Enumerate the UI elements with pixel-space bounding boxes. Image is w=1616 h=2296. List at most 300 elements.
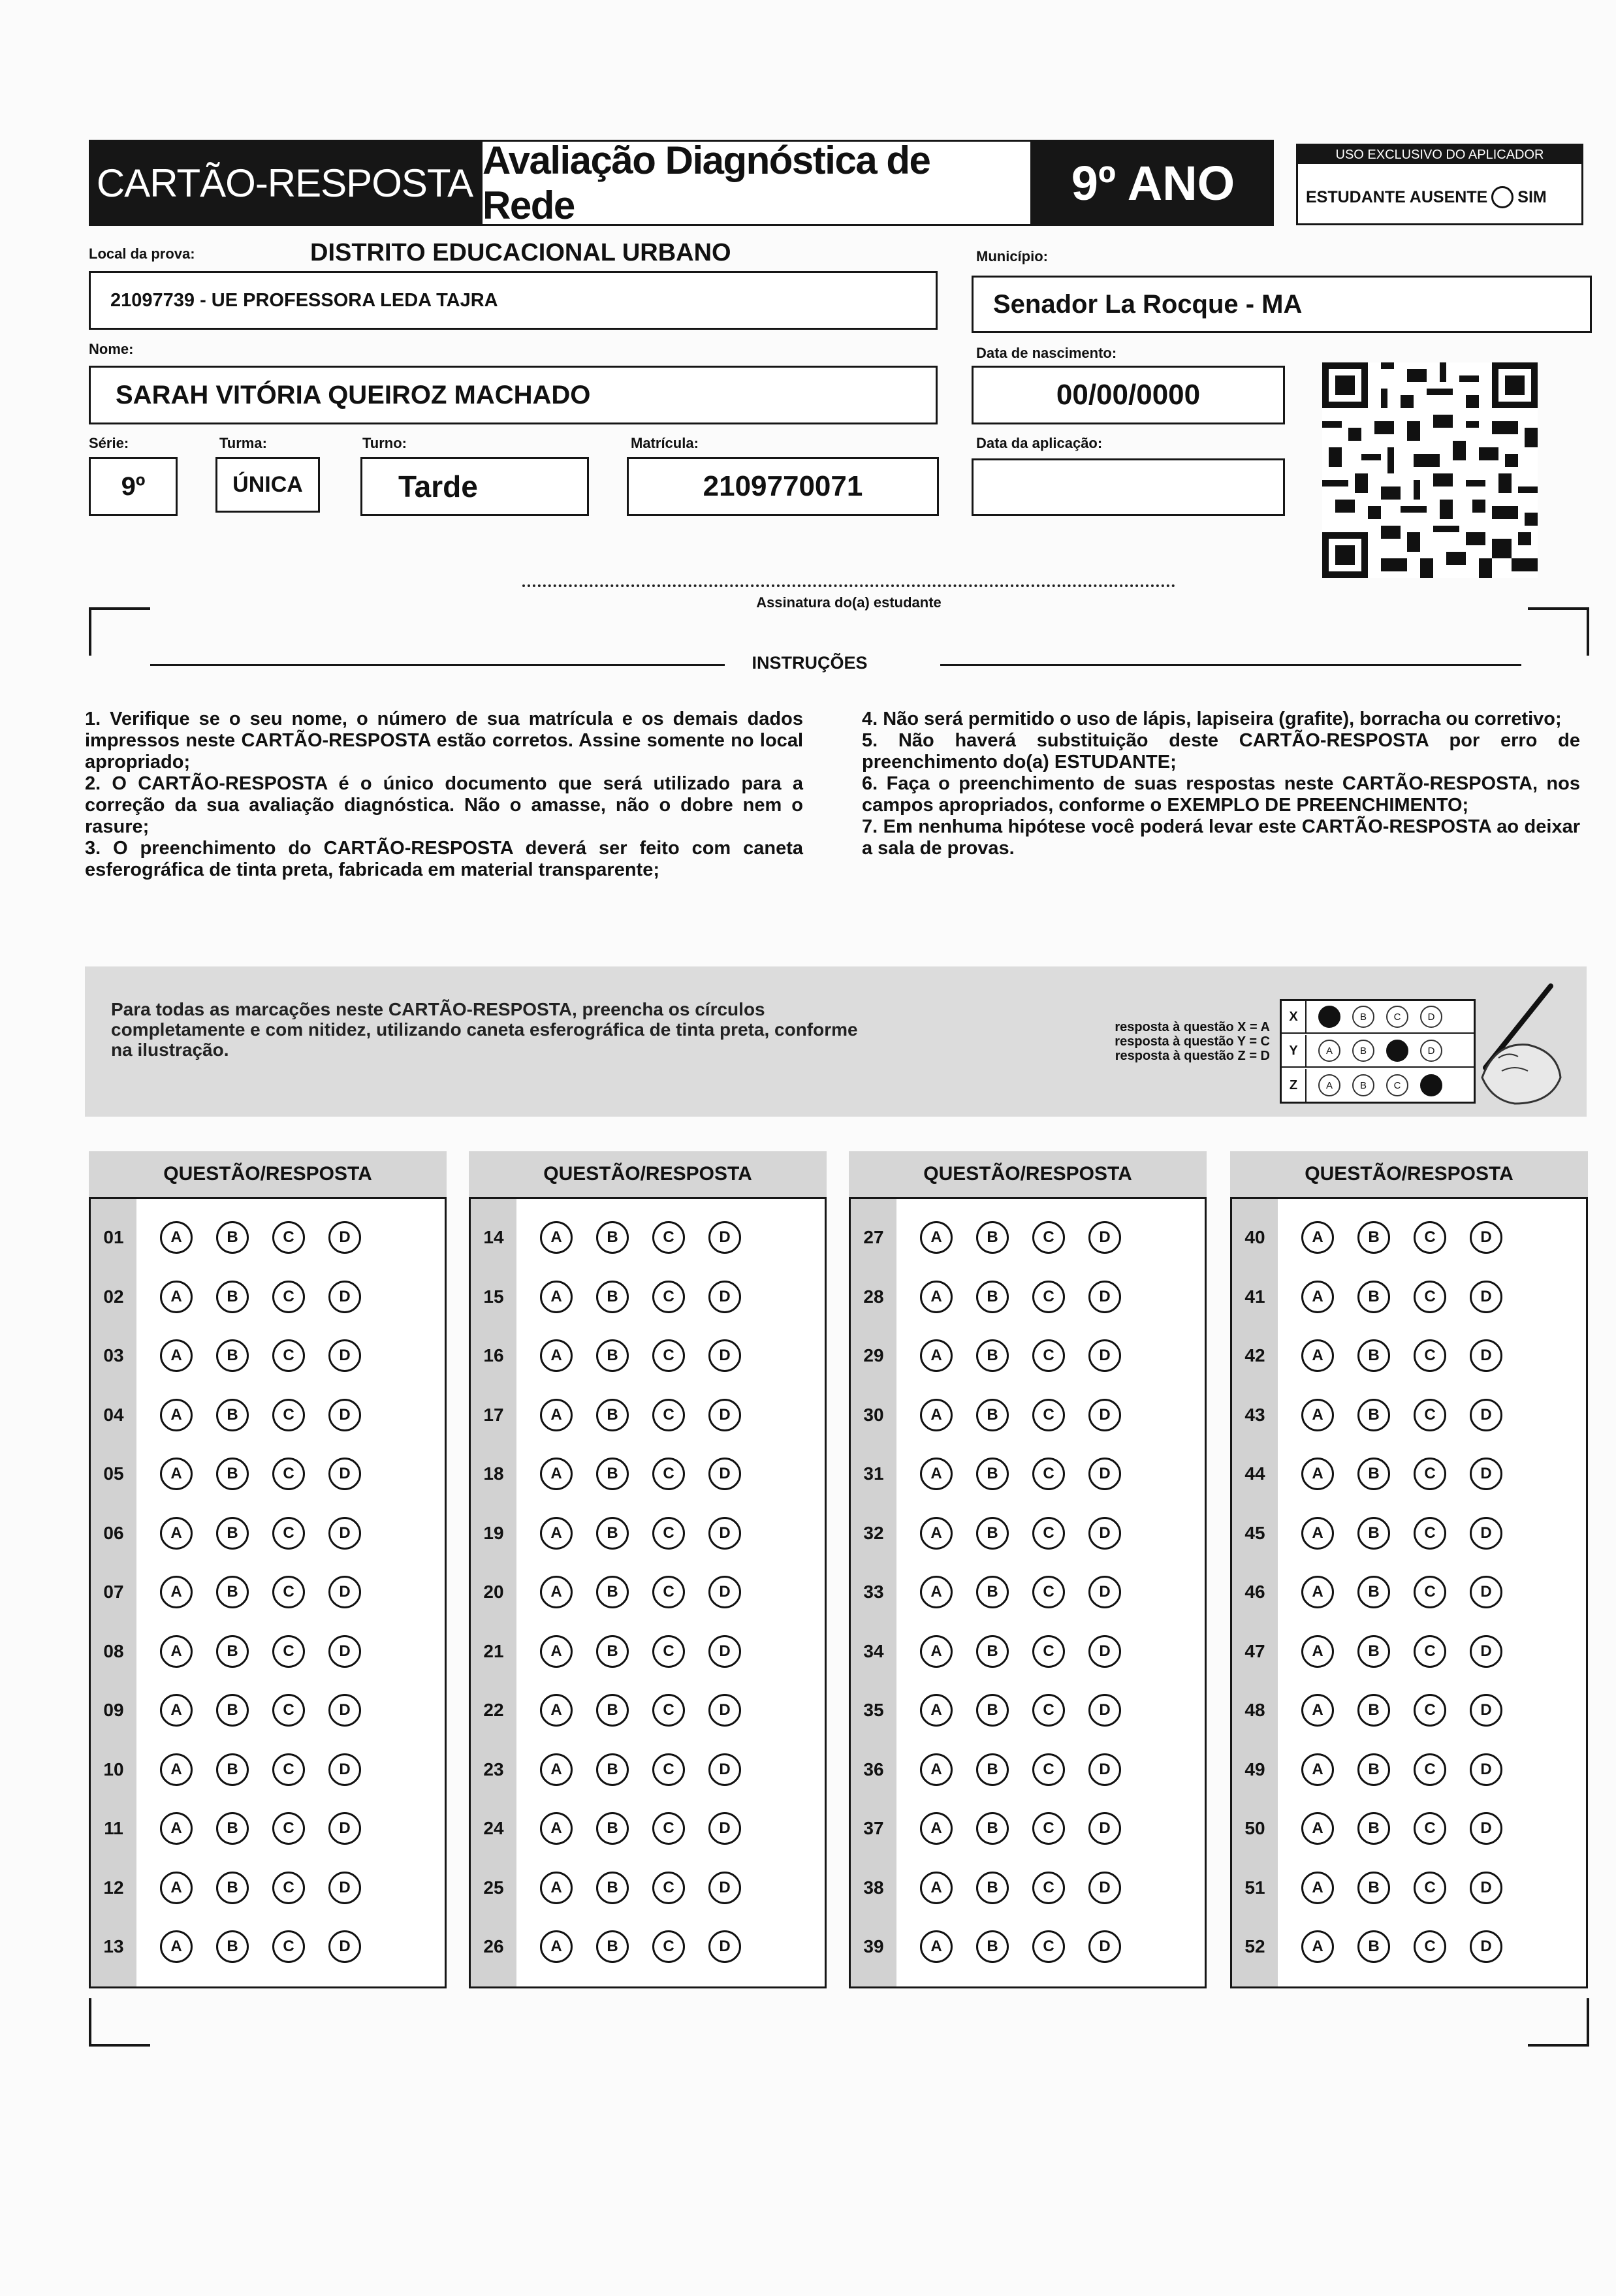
answer-bubble-d[interactable]: D [708, 1753, 741, 1786]
question-row [851, 1799, 1205, 1858]
answer-bubble-a[interactable]: A [540, 1753, 573, 1786]
answer-bubble-b[interactable]: B [596, 1930, 629, 1963]
answer-bubble-c[interactable]: C [652, 1812, 685, 1845]
example-bubble-d: D [1420, 1040, 1442, 1062]
corner-mark-bottom-right [1528, 1998, 1589, 2047]
answer-bubble-a[interactable]: A [920, 1694, 953, 1727]
answer-bubble-b[interactable]: B [596, 1517, 629, 1550]
nome-value: SARAH VITÓRIA QUEIROZ MACHADO [116, 380, 591, 409]
answer-bubble-d[interactable]: D [328, 1812, 361, 1845]
answer-bubble-b[interactable]: B [216, 1635, 249, 1668]
answer-bubble-c[interactable]: C [272, 1458, 305, 1490]
answer-bubble-a[interactable]: A [1301, 1812, 1334, 1845]
answer-bubble-c[interactable]: C [1032, 1753, 1065, 1786]
question-row [471, 1681, 825, 1740]
question-number: 05 [103, 1463, 124, 1484]
question-number: 03 [103, 1345, 124, 1365]
question-number: 18 [483, 1463, 504, 1484]
answer-bubble-b[interactable]: B [976, 1635, 1009, 1668]
instructions-rule-left [150, 664, 725, 666]
answer-bubble-a[interactable]: A [1301, 1517, 1334, 1550]
answer-bubble-a[interactable]: A [1301, 1576, 1334, 1608]
answer-bubble-b[interactable]: B [216, 1339, 249, 1372]
answer-bubble-c[interactable]: C [272, 1576, 305, 1608]
answer-bubble-a[interactable]: A [920, 1812, 953, 1845]
question-number: 25 [483, 1877, 504, 1898]
answer-bubble-b[interactable]: B [596, 1753, 629, 1786]
answer-bubble-a[interactable]: A [920, 1281, 953, 1313]
answer-bubble-c[interactable]: C [1032, 1694, 1065, 1727]
answer-bubble-b[interactable]: B [1357, 1221, 1390, 1254]
answer-bubble-c[interactable]: C [272, 1281, 305, 1313]
answer-bubble-d[interactable]: D [1470, 1281, 1502, 1313]
applicator-title: USO EXCLUSIVO DO APLICADOR [1298, 146, 1581, 164]
answer-bubble-c[interactable]: C [1414, 1339, 1446, 1372]
example-bubble-c [1386, 1040, 1408, 1062]
answer-bubble-b[interactable]: B [976, 1399, 1009, 1431]
turma-field [215, 457, 320, 513]
answer-bubble-c[interactable]: C [1414, 1635, 1446, 1668]
answer-bubble-a[interactable]: A [160, 1281, 193, 1313]
legend-item: resposta à questão Y = C [1115, 1034, 1270, 1049]
question-number: 21 [483, 1640, 504, 1661]
answer-bubble-a[interactable]: A [540, 1339, 573, 1372]
answer-bubble-a[interactable]: A [920, 1635, 953, 1668]
evaluation-title: Avaliação Diagnóstica de Rede [481, 140, 1032, 226]
question-row [471, 1799, 825, 1858]
answer-bubble-d[interactable]: D [1470, 1930, 1502, 1963]
answer-bubble-a[interactable]: A [160, 1694, 193, 1727]
question-row [91, 1208, 445, 1267]
answer-bubble-c[interactable]: C [652, 1694, 685, 1727]
answer-bubble-b[interactable]: B [1357, 1458, 1390, 1490]
answer-bubble-d[interactable]: D [328, 1458, 361, 1490]
answer-bubble-d[interactable]: D [1088, 1221, 1121, 1254]
question-number: 33 [863, 1582, 884, 1602]
answer-bubble-d[interactable]: D [708, 1458, 741, 1490]
answer-bubble-a[interactable]: A [1301, 1930, 1334, 1963]
answer-bubble-c[interactable]: C [272, 1399, 305, 1431]
answer-bubble-a[interactable]: A [920, 1221, 953, 1254]
answer-bubble-a[interactable]: A [1301, 1635, 1334, 1668]
question-row [471, 1326, 825, 1385]
answer-bubble-b[interactable]: B [596, 1872, 629, 1904]
answer-bubble-c[interactable]: C [272, 1753, 305, 1786]
answer-bubble-a[interactable]: A [540, 1399, 573, 1431]
answer-bubble-c[interactable]: C [1414, 1694, 1446, 1727]
answer-bubble-d[interactable]: D [1088, 1753, 1121, 1786]
answer-bubble-b[interactable]: B [976, 1812, 1009, 1845]
answer-bubble-c[interactable]: C [1032, 1635, 1065, 1668]
answer-bubble-c[interactable]: C [272, 1517, 305, 1550]
answer-bubble-d[interactable]: D [328, 1576, 361, 1608]
answer-bubble-a[interactable]: A [540, 1872, 573, 1904]
question-number: 02 [103, 1286, 124, 1307]
answer-bubble-a[interactable]: A [160, 1930, 193, 1963]
answer-bubble-d[interactable]: D [1470, 1221, 1502, 1254]
answer-bubble-a[interactable]: A [1301, 1339, 1334, 1372]
answer-bubble-a[interactable]: A [920, 1399, 953, 1431]
answer-bubble-c[interactable]: C [652, 1221, 685, 1254]
answer-bubble-d[interactable]: D [1470, 1339, 1502, 1372]
answer-bubble-a[interactable]: A [160, 1399, 193, 1431]
question-row [471, 1622, 825, 1681]
answer-bubble-a[interactable]: A [1301, 1281, 1334, 1313]
question-row [471, 1504, 825, 1563]
answer-bubble-b[interactable]: B [596, 1399, 629, 1431]
answer-bubble-d[interactable]: D [1088, 1812, 1121, 1845]
answer-bubble-d[interactable]: D [708, 1635, 741, 1668]
answer-bubble-a[interactable]: A [540, 1458, 573, 1490]
answer-bubble-d[interactable]: D [1470, 1812, 1502, 1845]
answer-bubble-a[interactable]: A [160, 1458, 193, 1490]
answer-bubble-c[interactable]: C [1414, 1812, 1446, 1845]
answer-bubble-b[interactable]: B [596, 1576, 629, 1608]
answer-bubble-a[interactable]: A [920, 1576, 953, 1608]
answer-bubble-a[interactable]: A [540, 1517, 573, 1550]
question-number: 28 [863, 1286, 884, 1307]
answer-bubble-d[interactable]: D [1088, 1517, 1121, 1550]
question-number: 26 [483, 1936, 504, 1956]
answer-bubble-c[interactable]: C [652, 1872, 685, 1904]
question-row [851, 1740, 1205, 1799]
question-row [1232, 1326, 1586, 1385]
question-row [471, 1740, 825, 1799]
answer-bubble-b[interactable]: B [596, 1339, 629, 1372]
legend-item: resposta à questão X = A [1115, 1020, 1270, 1034]
answer-bubble-c[interactable]: C [272, 1221, 305, 1254]
answer-bubble-b[interactable]: B [216, 1221, 249, 1254]
instruction-item: 1. Verifique se o seu nome, o número de sua matrícula e os demais dados impressos neste CARTÃO-RESPOSTA estão corretos. Assine somente no local apropriado; [85, 709, 803, 773]
question-row [91, 1386, 445, 1444]
question-row [91, 1917, 445, 1976]
answer-bubble-d[interactable]: D [708, 1281, 741, 1313]
answer-bubble-c[interactable]: C [272, 1812, 305, 1845]
answer-bubble-c[interactable]: C [272, 1339, 305, 1372]
question-number: 44 [1244, 1463, 1265, 1484]
example-legend [1019, 1020, 1270, 1063]
answer-bubble-b[interactable]: B [216, 1576, 249, 1608]
absent-bubble[interactable] [1491, 186, 1513, 208]
answer-bubble-d[interactable]: D [708, 1576, 741, 1608]
answer-bubble-b[interactable]: B [976, 1221, 1009, 1254]
answer-bubble-c[interactable]: C [1414, 1872, 1446, 1904]
answer-bubble-b[interactable]: B [976, 1753, 1009, 1786]
question-number: 49 [1244, 1759, 1265, 1779]
school-field [89, 271, 938, 330]
turma-value: ÚNICA [232, 472, 303, 497]
answer-bubble-c[interactable]: C [652, 1576, 685, 1608]
answer-bubble-a[interactable]: A [920, 1339, 953, 1372]
answer-bubble-a[interactable]: A [920, 1458, 953, 1490]
answer-bubble-d[interactable]: D [708, 1221, 741, 1254]
question-row [91, 1622, 445, 1681]
answer-bubble-c[interactable]: C [272, 1930, 305, 1963]
matricula-value: 2109770071 [703, 470, 863, 502]
answer-bubble-b[interactable]: B [216, 1753, 249, 1786]
answer-bubble-b[interactable]: B [596, 1812, 629, 1845]
answer-bubble-d[interactable]: D [1088, 1635, 1121, 1668]
answer-bubble-a[interactable]: A [920, 1517, 953, 1550]
column-header: QUESTÃO/RESPOSTA [89, 1151, 447, 1197]
question-row [1232, 1563, 1586, 1621]
answer-bubble-d[interactable]: D [708, 1517, 741, 1550]
answer-bubble-b[interactable]: B [1357, 1339, 1390, 1372]
answer-bubble-c[interactable]: C [1032, 1930, 1065, 1963]
answer-bubble-c[interactable]: C [1414, 1221, 1446, 1254]
question-row [471, 1563, 825, 1621]
answer-bubble-c[interactable]: C [1032, 1576, 1065, 1608]
answer-bubble-b[interactable]: B [216, 1399, 249, 1431]
answer-bubble-b[interactable]: B [1357, 1517, 1390, 1550]
question-number: 23 [483, 1759, 504, 1779]
answer-bubble-b[interactable]: B [1357, 1281, 1390, 1313]
answer-bubble-c[interactable]: C [1414, 1399, 1446, 1431]
answer-bubble-a[interactable]: A [160, 1339, 193, 1372]
answer-bubble-d[interactable]: D [1470, 1458, 1502, 1490]
answer-bubble-d[interactable]: D [1470, 1872, 1502, 1904]
answer-bubble-b[interactable]: B [976, 1930, 1009, 1963]
answer-bubble-b[interactable]: B [1357, 1812, 1390, 1845]
example-bubble-b: B [1352, 1040, 1374, 1062]
answer-bubble-b[interactable]: B [1357, 1930, 1390, 1963]
answer-bubble-b[interactable]: B [1357, 1694, 1390, 1727]
answer-bubble-b[interactable]: B [596, 1458, 629, 1490]
answer-bubble-d[interactable]: D [328, 1872, 361, 1904]
example-bubble-b: B [1352, 1006, 1374, 1028]
answer-bubble-d[interactable]: D [1470, 1517, 1502, 1550]
answer-bubble-a[interactable]: A [920, 1753, 953, 1786]
answer-bubble-d[interactable]: D [708, 1339, 741, 1372]
answer-bubble-c[interactable]: C [652, 1930, 685, 1963]
question-number: 42 [1244, 1345, 1265, 1365]
answer-bubble-b[interactable]: B [596, 1221, 629, 1254]
answer-bubble-c[interactable]: C [652, 1635, 685, 1668]
grade-title: 9º ANO [1032, 140, 1274, 226]
answer-bubble-a[interactable]: A [540, 1930, 573, 1963]
answer-bubble-a[interactable]: A [160, 1576, 193, 1608]
answer-bubble-d[interactable]: D [328, 1517, 361, 1550]
answer-bubble-a[interactable]: A [1301, 1694, 1334, 1727]
answer-bubble-a[interactable]: A [160, 1221, 193, 1254]
question-number: 37 [863, 1818, 884, 1838]
answer-bubble-a[interactable]: A [540, 1812, 573, 1845]
example-bubble-d: D [1420, 1006, 1442, 1028]
answer-bubble-a[interactable]: A [920, 1872, 953, 1904]
answer-bubble-b[interactable]: B [216, 1930, 249, 1963]
answer-bubble-c[interactable]: C [652, 1339, 685, 1372]
instruction-item: 5. Não haverá substituição deste CARTÃO-RESPOSTA por erro de preenchimento do(a) ESTUDANTE; [862, 730, 1580, 773]
example-row-key: X [1282, 1001, 1307, 1032]
qr-code [1322, 362, 1538, 578]
question-number: 39 [863, 1936, 884, 1956]
answer-bubble-d[interactable]: D [708, 1399, 741, 1431]
answer-bubble-b[interactable]: B [976, 1694, 1009, 1727]
answer-bubble-b[interactable]: B [1357, 1872, 1390, 1904]
answer-bubble-c[interactable]: C [1032, 1517, 1065, 1550]
answer-bubble-b[interactable]: B [596, 1635, 629, 1668]
answer-bubble-c[interactable]: C [652, 1281, 685, 1313]
answer-bubble-c[interactable]: C [1032, 1221, 1065, 1254]
answer-bubble-d[interactable]: D [1470, 1694, 1502, 1727]
answer-bubble-a[interactable]: A [1301, 1872, 1334, 1904]
answer-bubble-c[interactable]: C [1032, 1458, 1065, 1490]
answer-bubble-c[interactable]: C [1032, 1812, 1065, 1845]
example-bubble-a [1318, 1006, 1340, 1028]
question-row [471, 1858, 825, 1917]
answer-bubble-c[interactable]: C [652, 1458, 685, 1490]
answer-bubble-c[interactable]: C [652, 1399, 685, 1431]
answer-bubble-d[interactable]: D [1470, 1576, 1502, 1608]
answer-bubble-b[interactable]: B [216, 1281, 249, 1313]
answer-bubble-d[interactable]: D [708, 1930, 741, 1963]
answer-bubble-c[interactable]: C [1414, 1517, 1446, 1550]
question-number: 32 [863, 1522, 884, 1543]
answer-bubble-a[interactable]: A [160, 1872, 193, 1904]
answer-bubble-a[interactable]: A [1301, 1399, 1334, 1431]
column-header: QUESTÃO/RESPOSTA [469, 1151, 827, 1197]
question-row [851, 1268, 1205, 1326]
nome-field [89, 366, 938, 424]
question-row [851, 1858, 1205, 1917]
answer-bubble-b[interactable]: B [596, 1281, 629, 1313]
answer-bubble-d[interactable]: D [708, 1812, 741, 1845]
answer-bubble-d[interactable]: D [328, 1221, 361, 1254]
nascimento-label: Data de nascimento: [976, 345, 1117, 361]
signature-line[interactable] [522, 584, 1175, 587]
answer-bubble-a[interactable]: A [540, 1281, 573, 1313]
answer-bubble-b[interactable]: B [216, 1458, 249, 1490]
answer-bubble-d[interactable]: D [1470, 1753, 1502, 1786]
answer-bubble-d[interactable]: D [1088, 1281, 1121, 1313]
municipio-field [972, 276, 1592, 333]
answer-bubble-d[interactable]: D [1088, 1930, 1121, 1963]
answer-bubble-b[interactable]: B [976, 1576, 1009, 1608]
question-row [91, 1799, 445, 1858]
answer-bubble-d[interactable]: D [1088, 1872, 1121, 1904]
question-number: 09 [103, 1700, 124, 1720]
answer-bubble-a[interactable]: A [540, 1221, 573, 1254]
answer-bubble-d[interactable]: D [1088, 1339, 1121, 1372]
answer-bubble-b[interactable]: B [976, 1872, 1009, 1904]
answer-bubble-d[interactable]: D [1470, 1399, 1502, 1431]
answer-bubble-d[interactable]: D [708, 1694, 741, 1727]
question-row [91, 1681, 445, 1740]
answer-bubble-d[interactable]: D [328, 1930, 361, 1963]
answer-bubble-d[interactable]: D [328, 1635, 361, 1668]
answer-column [89, 1197, 447, 1988]
question-number: 12 [103, 1877, 124, 1898]
example-bubble-c: C [1386, 1074, 1408, 1096]
answer-bubble-c[interactable]: C [1414, 1930, 1446, 1963]
answer-bubble-d[interactable]: D [328, 1753, 361, 1786]
municipio-value: Senador La Rocque - MA [993, 289, 1303, 319]
answer-bubble-c[interactable]: C [1414, 1281, 1446, 1313]
answer-bubble-b[interactable]: B [216, 1872, 249, 1904]
school-value: 21097739 - UE PROFESSORA LEDA TAJRA [110, 289, 498, 311]
question-number: 52 [1244, 1936, 1265, 1956]
answer-bubble-b[interactable]: B [1357, 1635, 1390, 1668]
answer-bubble-a[interactable]: A [1301, 1753, 1334, 1786]
answer-bubble-d[interactable]: D [1088, 1458, 1121, 1490]
question-row [1232, 1386, 1586, 1444]
answer-bubble-c[interactable]: C [272, 1694, 305, 1727]
answer-bubble-c[interactable]: C [1414, 1458, 1446, 1490]
answer-bubble-b[interactable]: B [1357, 1753, 1390, 1786]
answer-bubble-b[interactable]: B [976, 1281, 1009, 1313]
answer-bubble-a[interactable]: A [160, 1812, 193, 1845]
answer-bubble-c[interactable]: C [1414, 1576, 1446, 1608]
question-number: 19 [483, 1522, 504, 1543]
question-number: 50 [1244, 1818, 1265, 1838]
answer-bubble-d[interactable]: D [328, 1399, 361, 1431]
question-number: 34 [863, 1640, 884, 1661]
answer-bubble-c[interactable]: C [1032, 1281, 1065, 1313]
answer-bubble-b[interactable]: B [976, 1517, 1009, 1550]
answer-bubble-d[interactable]: D [328, 1694, 361, 1727]
answer-bubble-b[interactable]: B [1357, 1576, 1390, 1608]
answer-bubble-d[interactable]: D [1088, 1399, 1121, 1431]
answer-bubble-d[interactable]: D [708, 1872, 741, 1904]
question-number: 45 [1244, 1522, 1265, 1543]
answer-bubble-b[interactable]: B [216, 1517, 249, 1550]
answer-bubble-b[interactable]: B [1357, 1399, 1390, 1431]
answer-bubble-b[interactable]: B [216, 1812, 249, 1845]
answer-bubble-c[interactable]: C [272, 1635, 305, 1668]
answer-bubble-d[interactable]: D [328, 1281, 361, 1313]
question-row [471, 1444, 825, 1503]
question-number: 31 [863, 1463, 884, 1484]
answer-bubble-c[interactable]: C [1032, 1872, 1065, 1904]
answer-bubble-a[interactable]: A [160, 1753, 193, 1786]
answer-bubble-c[interactable]: C [272, 1872, 305, 1904]
answer-bubble-d[interactable]: D [328, 1339, 361, 1372]
answer-bubble-c[interactable]: C [1032, 1399, 1065, 1431]
answer-bubble-c[interactable]: C [652, 1753, 685, 1786]
question-number: 06 [103, 1522, 124, 1543]
aplicacao-field[interactable] [972, 458, 1285, 516]
answer-column [849, 1197, 1207, 1988]
question-number: 24 [483, 1818, 504, 1838]
answer-bubble-a[interactable]: A [920, 1930, 953, 1963]
answer-bubble-c[interactable]: C [1414, 1753, 1446, 1786]
question-number: 47 [1244, 1640, 1265, 1661]
answer-bubble-c[interactable]: C [1032, 1339, 1065, 1372]
question-row [851, 1917, 1205, 1976]
answer-bubble-d[interactable]: D [1470, 1635, 1502, 1668]
answer-bubble-a[interactable]: A [540, 1694, 573, 1727]
answer-column [1230, 1197, 1588, 1988]
turno-value: Tarde [398, 470, 478, 503]
answer-bubble-b[interactable]: B [976, 1339, 1009, 1372]
answer-bubble-a[interactable]: A [160, 1635, 193, 1668]
answer-bubble-a[interactable]: A [1301, 1458, 1334, 1490]
answer-bubble-b[interactable]: B [216, 1694, 249, 1727]
nascimento-value: 00/00/0000 [1056, 379, 1201, 411]
example-bubble-a: A [1318, 1074, 1340, 1096]
answer-bubble-a[interactable]: A [540, 1635, 573, 1668]
answer-bubble-d[interactable]: D [1088, 1576, 1121, 1608]
answer-bubble-a[interactable]: A [160, 1517, 193, 1550]
question-number: 16 [483, 1345, 504, 1365]
answer-bubble-c[interactable]: C [652, 1517, 685, 1550]
turno-field [360, 457, 589, 516]
answer-bubble-b[interactable]: B [976, 1458, 1009, 1490]
answer-bubble-a[interactable]: A [540, 1576, 573, 1608]
answer-bubble-b[interactable]: B [596, 1694, 629, 1727]
answer-bubble-d[interactable]: D [1088, 1694, 1121, 1727]
answer-bubble-a[interactable]: A [1301, 1221, 1334, 1254]
